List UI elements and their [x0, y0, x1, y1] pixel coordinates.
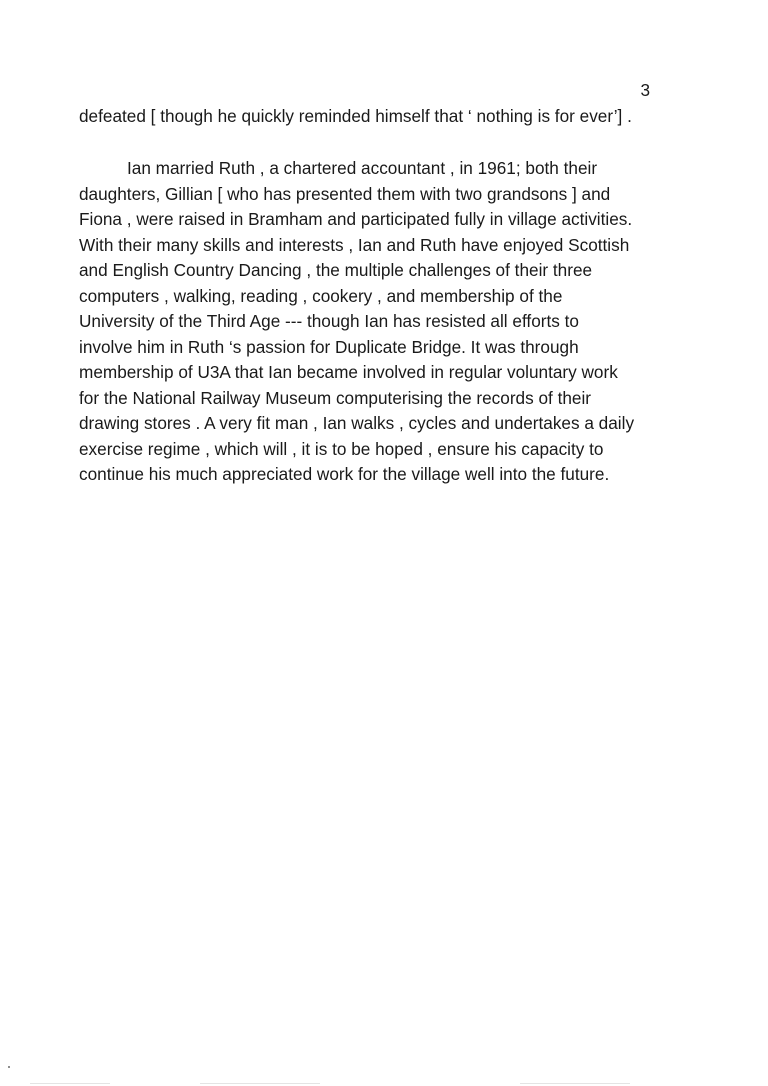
paragraph-line: continue his much appreciated work for the village well into the future.	[79, 464, 610, 484]
paragraph-line: membership of U3A that Ian became involved in regular voluntary work	[79, 362, 618, 382]
scan-edge-mark	[520, 1083, 630, 1084]
scan-edge-mark	[200, 1083, 320, 1084]
scan-speck	[8, 1066, 10, 1068]
paragraph-line: for the National Railway Museum computerising the records of their	[79, 387, 592, 408]
paragraph-line: Ian married Ruth , a chartered accountant , in 1961; both their	[127, 158, 598, 178]
paragraph-line: exercise regime , which will , it is to be hoped , ensure his capacity to	[79, 438, 604, 459]
paragraph-line: With their many skills and interests , Ian and Ruth have enjoyed Scottish	[79, 234, 630, 255]
paragraph-line: Fiona , were raised in Bramham and participated fully in village activities.	[79, 209, 633, 229]
paragraph-line: drawing stores . A very fit man , Ian walks , cycles and undertakes a daily	[79, 413, 635, 433]
paragraph-line: and English Country Dancing , the multiple challenges of their three	[79, 260, 593, 280]
paragraph-line: University of the Third Age --- though Ian has resisted all efforts to	[79, 311, 579, 331]
page-number: 3	[640, 80, 650, 100]
scan-edge-mark	[30, 1083, 110, 1084]
carry-over-line: defeated [ though he quickly reminded himself that ‘ nothing is for ever’] .	[79, 106, 632, 126]
paragraph-line: computers , walking, reading , cookery , and membership of the	[79, 285, 563, 306]
paragraph-line: daughters, Gillian [ who has presented them with two grandsons ] and	[79, 183, 611, 204]
paragraph-line: involve him in Ruth ‘s passion for Duplicate Bridge. It was through	[79, 336, 579, 357]
